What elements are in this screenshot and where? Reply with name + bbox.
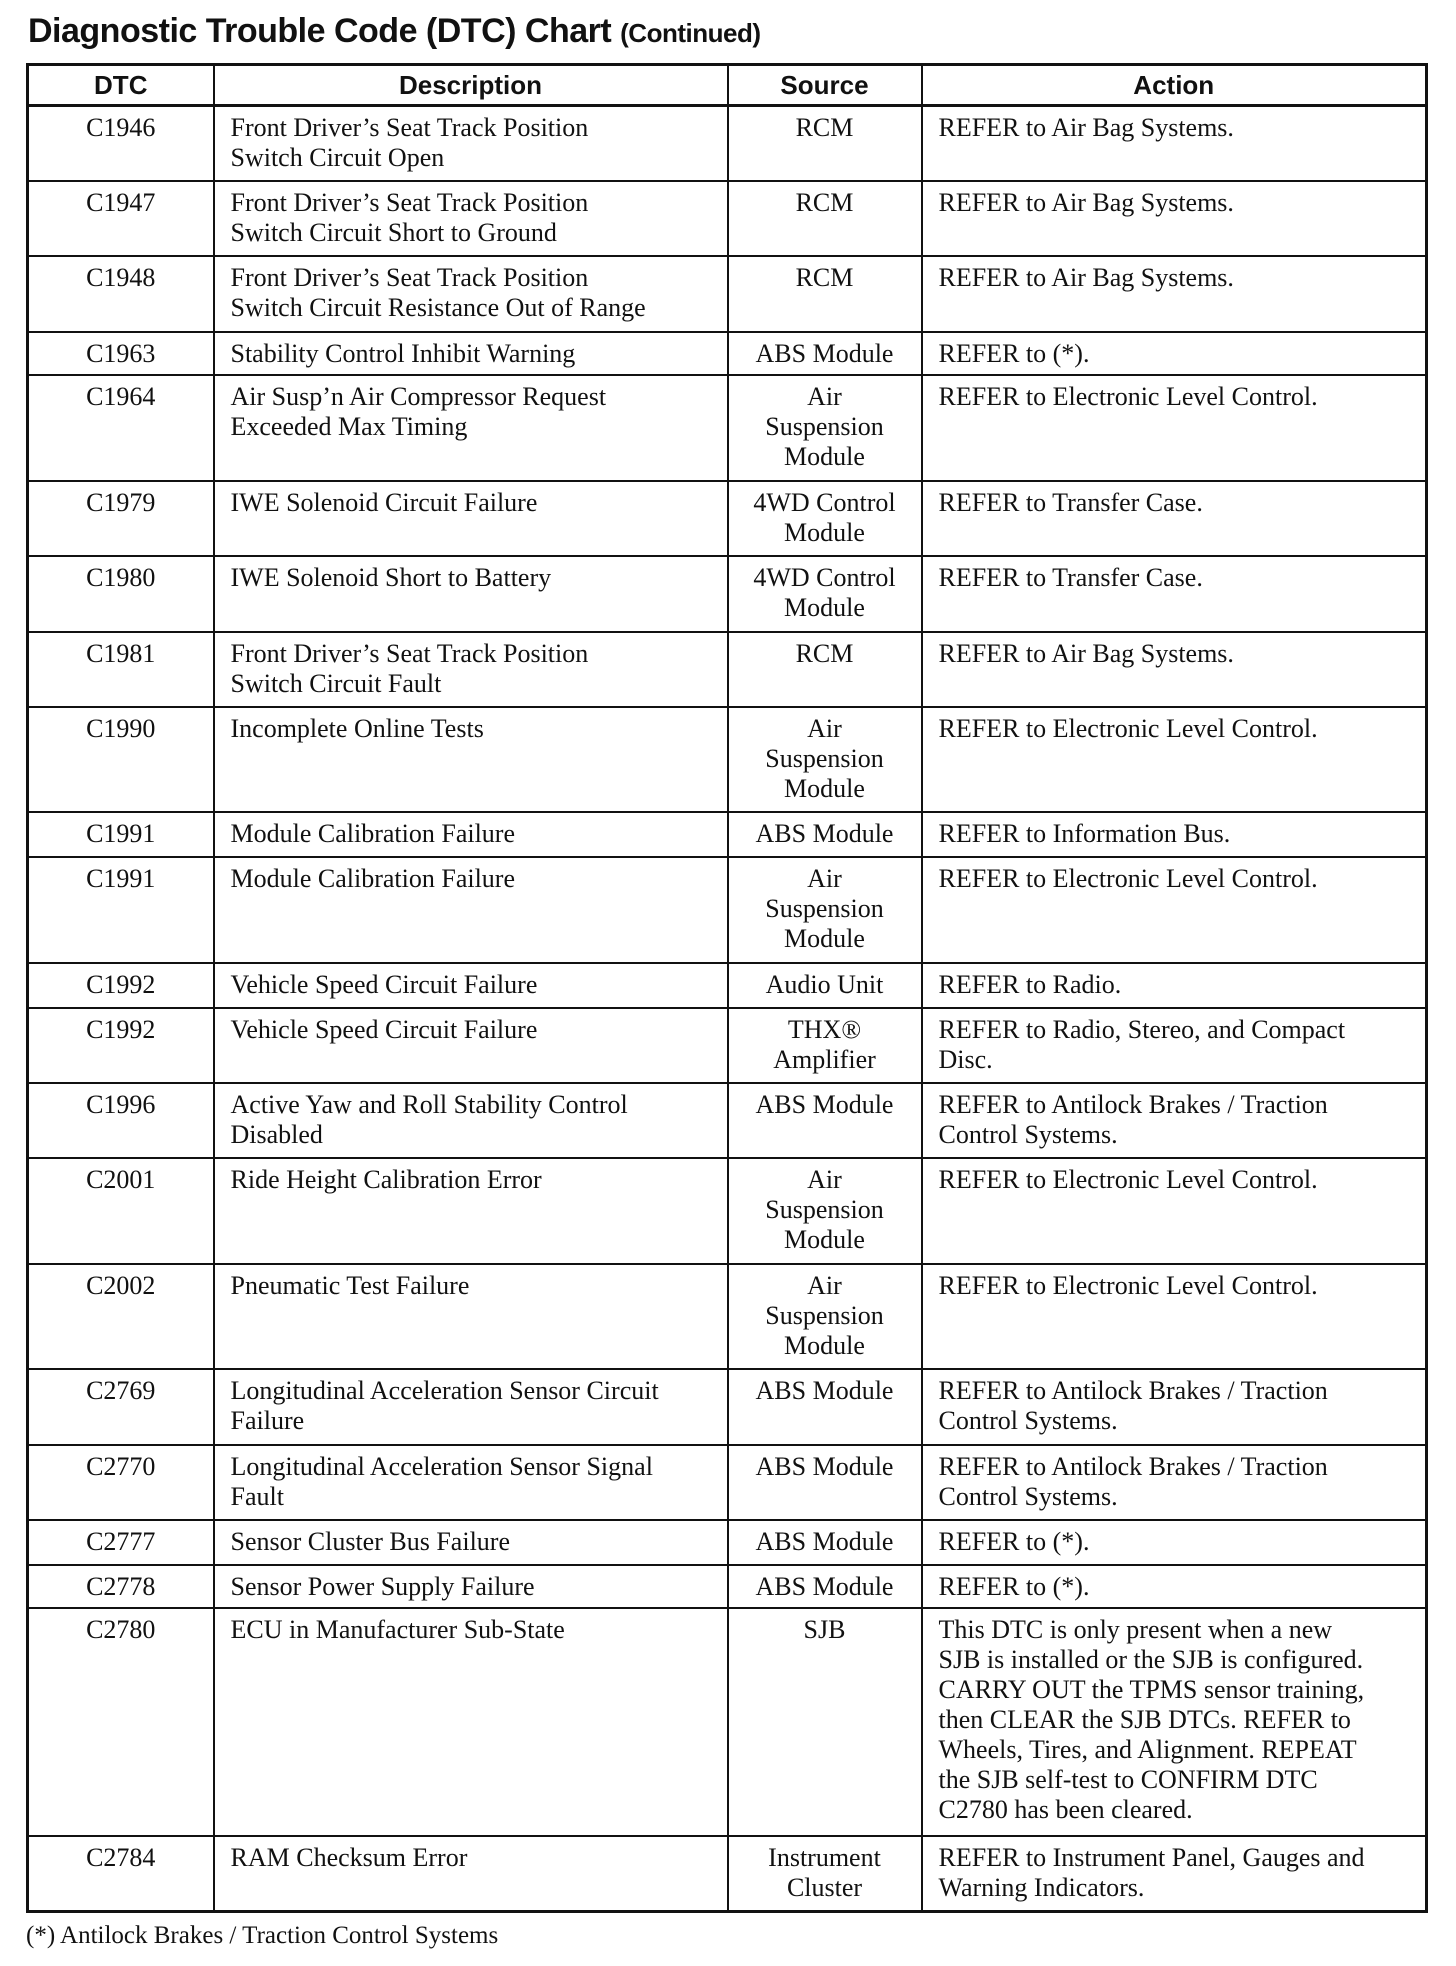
cell-description: Sensor Cluster Bus Failure: [214, 1520, 728, 1565]
table-row: [28, 707, 1427, 812]
cell-description: Vehicle Speed Circuit Failure: [214, 1008, 728, 1083]
table-row: [28, 332, 1427, 375]
cell-action: REFER to Antilock Brakes / Traction Control Systems.: [922, 1369, 1427, 1445]
cell-action: REFER to Instrument Panel, Gauges and Warning Indicators.: [922, 1836, 1427, 1912]
cell-description: Vehicle Speed Circuit Failure: [214, 963, 728, 1008]
cell-dtc: C2769: [28, 1369, 214, 1445]
cell-action: REFER to Electronic Level Control.: [922, 707, 1427, 812]
cell-dtc: C1981: [28, 632, 214, 707]
cell-description: Front Driver’s Seat Track Position Switch Circuit Short to Ground: [214, 181, 728, 256]
cell-dtc: C2770: [28, 1445, 214, 1520]
cell-action: REFER to Electronic Level Control.: [922, 1264, 1427, 1369]
cell-dtc: C2001: [28, 1158, 214, 1264]
cell-dtc: C1991: [28, 857, 214, 963]
cell-dtc: C1964: [28, 375, 214, 481]
page-title: [28, 12, 760, 51]
title-text: Diagnostic Trouble Code (DTC) Chart: [28, 12, 612, 50]
cell-source: RCM: [728, 181, 922, 256]
table-row: [28, 481, 1427, 556]
cell-source: Instrument Cluster: [728, 1836, 922, 1912]
cell-description: Stability Control Inhibit Warning: [214, 332, 728, 375]
cell-dtc: C1947: [28, 181, 214, 256]
cell-dtc: C2777: [28, 1520, 214, 1565]
cell-source: Air Suspension Module: [728, 375, 922, 481]
table-header-row: [28, 65, 1427, 106]
cell-dtc: C1979: [28, 481, 214, 556]
cell-source: ABS Module: [728, 1520, 922, 1565]
cell-action: REFER to Electronic Level Control.: [922, 857, 1427, 963]
cell-action: REFER to Radio, Stereo, and Compact Disc.: [922, 1008, 1427, 1083]
cell-action: REFER to Radio.: [922, 963, 1427, 1008]
cell-dtc: C2002: [28, 1264, 214, 1369]
table-row: [28, 256, 1427, 332]
table-row: [28, 812, 1427, 857]
cell-source: Air Suspension Module: [728, 857, 922, 963]
cell-source: Air Suspension Module: [728, 1158, 922, 1264]
cell-source: 4WD Control Module: [728, 556, 922, 632]
cell-description: Front Driver’s Seat Track Position Switch Circuit Fault: [214, 632, 728, 707]
cell-source: ABS Module: [728, 1445, 922, 1520]
cell-dtc: C1963: [28, 332, 214, 375]
cell-action: REFER to Antilock Brakes / Traction Control Systems.: [922, 1445, 1427, 1520]
table-row: [28, 1158, 1427, 1264]
cell-source: ABS Module: [728, 1083, 922, 1158]
cell-source: ABS Module: [728, 1369, 922, 1445]
cell-description: Longitudinal Acceleration Sensor Circuit Failure: [214, 1369, 728, 1445]
cell-source: RCM: [728, 106, 922, 181]
cell-description: Air Susp’n Air Compressor Request Exceeded Max Timing: [214, 375, 728, 481]
cell-source: Audio Unit: [728, 963, 922, 1008]
table-row: [28, 1565, 1427, 1608]
header-dtc: DTC: [28, 65, 214, 106]
cell-source: ABS Module: [728, 812, 922, 857]
cell-source: Air Suspension Module: [728, 1264, 922, 1369]
cell-description: Front Driver’s Seat Track Position Switch Circuit Open: [214, 106, 728, 181]
cell-source: RCM: [728, 632, 922, 707]
cell-dtc: C1980: [28, 556, 214, 632]
cell-dtc: C1948: [28, 256, 214, 332]
table-row: [28, 556, 1427, 632]
cell-dtc: C2780: [28, 1608, 214, 1836]
cell-action: REFER to Electronic Level Control.: [922, 375, 1427, 481]
cell-action: REFER to Air Bag Systems.: [922, 256, 1427, 332]
table-row: [28, 375, 1427, 481]
table-row: [28, 857, 1427, 963]
cell-dtc: C2778: [28, 1565, 214, 1608]
cell-action: REFER to (*).: [922, 1565, 1427, 1608]
table-row: [28, 1083, 1427, 1158]
header-description: Description: [214, 65, 728, 106]
cell-description: Pneumatic Test Failure: [214, 1264, 728, 1369]
dtc-table: [26, 63, 1428, 1913]
cell-description: ECU in Manufacturer Sub-State: [214, 1608, 728, 1836]
title-continued: (Continued): [620, 18, 761, 48]
table-row: [28, 106, 1427, 181]
table-row: [28, 1520, 1427, 1565]
cell-source: 4WD Control Module: [728, 481, 922, 556]
cell-source: Air Suspension Module: [728, 707, 922, 812]
cell-dtc: C1991: [28, 812, 214, 857]
table-row: [28, 1008, 1427, 1083]
cell-description: Active Yaw and Roll Stability Control Disabled: [214, 1083, 728, 1158]
header-action: Action: [922, 65, 1427, 106]
cell-action: REFER to Air Bag Systems.: [922, 106, 1427, 181]
cell-action: REFER to (*).: [922, 332, 1427, 375]
cell-description: Front Driver’s Seat Track Position Switch Circuit Resistance Out of Range: [214, 256, 728, 332]
cell-dtc: C1990: [28, 707, 214, 812]
table-row: [28, 1445, 1427, 1520]
header-source: Source: [728, 65, 922, 106]
cell-description: Module Calibration Failure: [214, 812, 728, 857]
table-row: [28, 1369, 1427, 1445]
cell-action: REFER to Antilock Brakes / Traction Control Systems.: [922, 1083, 1427, 1158]
cell-description: Longitudinal Acceleration Sensor Signal Fault: [214, 1445, 728, 1520]
table-row: [28, 1836, 1427, 1912]
footnote: (*) Antilock Brakes / Traction Control Systems: [26, 1922, 499, 1949]
cell-description: Ride Height Calibration Error: [214, 1158, 728, 1264]
cell-dtc: C1992: [28, 1008, 214, 1083]
cell-action: REFER to Information Bus.: [922, 812, 1427, 857]
cell-action: REFER to (*).: [922, 1520, 1427, 1565]
cell-description: RAM Checksum Error: [214, 1836, 728, 1912]
table-row: [28, 1264, 1427, 1369]
cell-description: Module Calibration Failure: [214, 857, 728, 963]
cell-action: REFER to Transfer Case.: [922, 481, 1427, 556]
cell-description: IWE Solenoid Circuit Failure: [214, 481, 728, 556]
table-row: [28, 963, 1427, 1008]
cell-action: REFER to Electronic Level Control.: [922, 1158, 1427, 1264]
cell-source: THX® Amplifier: [728, 1008, 922, 1083]
cell-dtc: C1992: [28, 963, 214, 1008]
cell-description: Incomplete Online Tests: [214, 707, 728, 812]
table-row: [28, 632, 1427, 707]
cell-description: Sensor Power Supply Failure: [214, 1565, 728, 1608]
cell-source: ABS Module: [728, 1565, 922, 1608]
cell-action: REFER to Air Bag Systems.: [922, 181, 1427, 256]
cell-description: IWE Solenoid Short to Battery: [214, 556, 728, 632]
cell-dtc: C1946: [28, 106, 214, 181]
cell-dtc: C1996: [28, 1083, 214, 1158]
cell-source: RCM: [728, 256, 922, 332]
cell-dtc: C2784: [28, 1836, 214, 1912]
table-row: [28, 181, 1427, 256]
cell-action: REFER to Transfer Case.: [922, 556, 1427, 632]
cell-action: REFER to Air Bag Systems.: [922, 632, 1427, 707]
table-row: [28, 1608, 1427, 1836]
cell-source: ABS Module: [728, 332, 922, 375]
cell-source: SJB: [728, 1608, 922, 1836]
cell-action: This DTC is only present when a new SJB is installed or the SJB is configured. CARRY OUT the TPMS sensor training, then CLEAR the SJB DTCs. REFER to Wheels, Tires, and Alignment. REPEAT the SJB self-test to CONFIRM DTC C2780 has been cleared.: [922, 1608, 1427, 1836]
